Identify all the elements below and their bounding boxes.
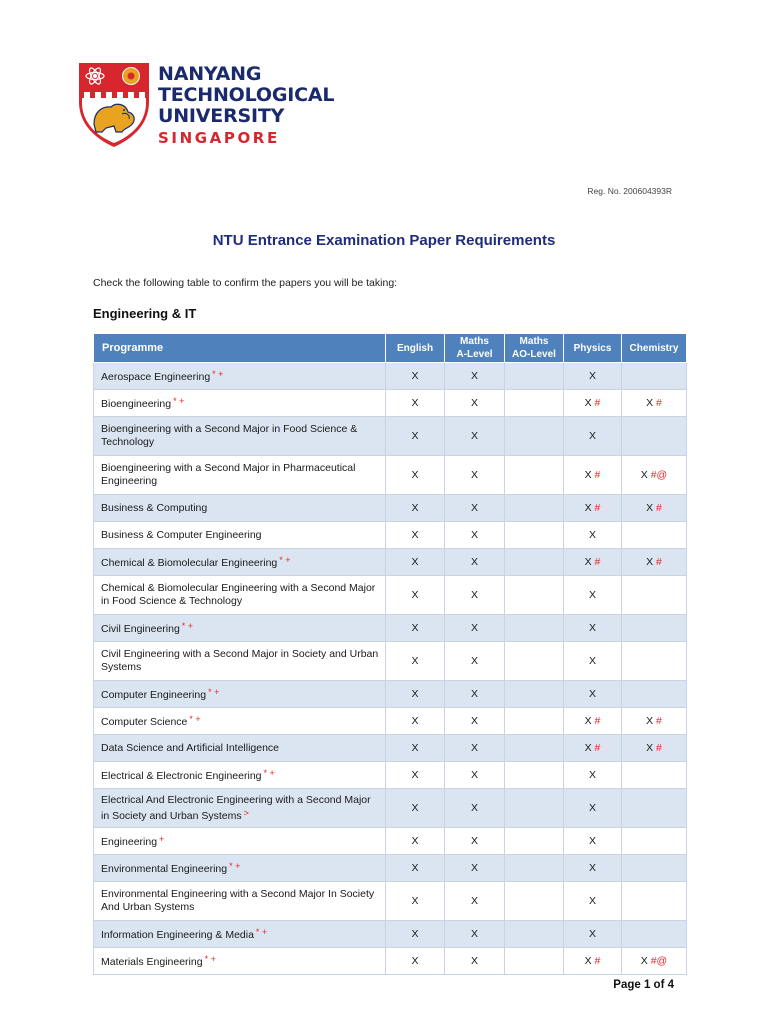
header-maths-ao-level bbox=[505, 334, 564, 363]
programme-cell bbox=[94, 417, 386, 456]
programme-cell bbox=[94, 882, 386, 921]
programme-name: Data Science and Artificial Intelligence bbox=[101, 741, 280, 754]
logo-line-singapore: SINGAPORE bbox=[158, 129, 280, 147]
maths-ao-cell bbox=[505, 576, 564, 615]
programme-marks: * + bbox=[204, 954, 216, 964]
english-cell: X bbox=[386, 390, 445, 417]
maths-ao-cell bbox=[505, 789, 564, 828]
header-maths-ao-line2: AO-Level bbox=[512, 349, 556, 360]
chemistry-value: X bbox=[640, 468, 648, 481]
programme-name: Chemical & Biomolecular Engineering with a Second Major in Food Science & Technology bbox=[101, 582, 376, 607]
programme-name: Computer Engineering bbox=[101, 689, 207, 701]
english-cell: X bbox=[386, 615, 445, 642]
chemistry-value: X bbox=[646, 396, 654, 409]
maths-a-cell: X bbox=[445, 855, 505, 882]
chemistry-flag: # bbox=[656, 501, 662, 514]
table-row bbox=[94, 642, 687, 681]
chemistry-value: X bbox=[646, 501, 654, 514]
chemistry-cell bbox=[622, 681, 687, 708]
maths-ao-cell bbox=[505, 921, 564, 948]
physics-cell bbox=[564, 948, 622, 975]
programme-cell bbox=[94, 789, 386, 828]
maths-a-cell: X bbox=[445, 522, 505, 549]
table-row bbox=[94, 882, 687, 921]
chemistry-value: X bbox=[646, 714, 654, 727]
table-row bbox=[94, 948, 687, 975]
table-row bbox=[94, 762, 687, 789]
programme-name: Chemical & Biomolecular Engineering bbox=[101, 557, 278, 569]
physics-cell bbox=[564, 828, 622, 855]
logo-line-technological: TECHNOLOGICAL bbox=[158, 84, 335, 106]
chemistry-cell bbox=[622, 948, 687, 975]
maths-a-cell: X bbox=[445, 417, 505, 456]
programme-name: Civil Engineering with a Second Major in Society and Urban Systems bbox=[101, 648, 379, 673]
english-cell: X bbox=[386, 882, 445, 921]
table-row bbox=[94, 390, 687, 417]
table-row bbox=[94, 708, 687, 735]
english-cell: X bbox=[386, 576, 445, 615]
maths-a-cell: X bbox=[445, 642, 505, 681]
ntu-crest-icon bbox=[78, 62, 150, 148]
physics-value: X bbox=[588, 687, 596, 700]
header-maths-a-level bbox=[445, 334, 505, 363]
physics-value: X bbox=[588, 927, 596, 940]
chemistry-cell bbox=[622, 642, 687, 681]
maths-ao-cell bbox=[505, 390, 564, 417]
programme-cell bbox=[94, 735, 386, 762]
programme-cell bbox=[94, 921, 386, 948]
physics-cell bbox=[564, 363, 622, 390]
programme-marks: * + bbox=[189, 714, 201, 724]
chemistry-cell bbox=[622, 363, 687, 390]
programme-name: Engineering bbox=[101, 836, 158, 848]
chemistry-cell bbox=[622, 390, 687, 417]
physics-cell bbox=[564, 789, 622, 828]
physics-cell bbox=[564, 882, 622, 921]
header-english: English bbox=[386, 334, 445, 363]
programme-cell bbox=[94, 456, 386, 495]
english-cell: X bbox=[386, 417, 445, 456]
maths-ao-cell bbox=[505, 762, 564, 789]
physics-value: X bbox=[588, 429, 596, 442]
maths-ao-cell bbox=[505, 882, 564, 921]
chemistry-cell bbox=[622, 708, 687, 735]
maths-a-cell: X bbox=[445, 576, 505, 615]
physics-cell bbox=[564, 456, 622, 495]
registration-number: Reg. No. 200604393R bbox=[587, 186, 672, 196]
physics-value: X bbox=[584, 954, 592, 967]
physics-value: X bbox=[584, 501, 592, 514]
english-cell: X bbox=[386, 522, 445, 549]
programme-name: Civil Engineering bbox=[101, 623, 180, 635]
maths-ao-cell bbox=[505, 855, 564, 882]
page-number: Page 1 of 4 bbox=[613, 979, 674, 991]
programme-cell bbox=[94, 828, 386, 855]
programme-cell bbox=[94, 390, 386, 417]
programme-cell bbox=[94, 576, 386, 615]
english-cell: X bbox=[386, 855, 445, 882]
programme-cell bbox=[94, 762, 386, 789]
section-heading: Engineering & IT bbox=[93, 306, 197, 321]
table-row bbox=[94, 615, 687, 642]
physics-value: X bbox=[588, 801, 596, 814]
programme-cell bbox=[94, 495, 386, 522]
programme-name: Bioengineering bbox=[101, 398, 172, 410]
chemistry-flag: # bbox=[656, 555, 662, 568]
english-cell: X bbox=[386, 828, 445, 855]
physics-value: X bbox=[584, 714, 592, 727]
maths-a-cell: X bbox=[445, 789, 505, 828]
programme-name: Electrical And Electronic Engineering with a Second Major in Society and Urban Systems bbox=[101, 793, 371, 822]
physics-cell bbox=[564, 762, 622, 789]
programme-cell bbox=[94, 522, 386, 549]
table-row bbox=[94, 363, 687, 390]
physics-value: X bbox=[588, 861, 596, 874]
physics-value: X bbox=[588, 369, 596, 382]
chemistry-cell bbox=[622, 576, 687, 615]
logo-line-university: UNIVERSITY bbox=[158, 105, 285, 127]
maths-ao-cell bbox=[505, 522, 564, 549]
chemistry-cell bbox=[622, 735, 687, 762]
english-cell: X bbox=[386, 549, 445, 576]
chemistry-cell bbox=[622, 762, 687, 789]
chemistry-flag: #@ bbox=[650, 468, 668, 481]
chemistry-flag: # bbox=[656, 741, 662, 754]
maths-a-cell: X bbox=[445, 948, 505, 975]
programme-cell bbox=[94, 681, 386, 708]
chemistry-cell bbox=[622, 828, 687, 855]
physics-cell bbox=[564, 390, 622, 417]
maths-ao-cell bbox=[505, 948, 564, 975]
chemistry-value: X bbox=[646, 555, 654, 568]
chemistry-cell bbox=[622, 456, 687, 495]
physics-value: X bbox=[588, 894, 596, 907]
english-cell: X bbox=[386, 681, 445, 708]
physics-value: X bbox=[584, 555, 592, 568]
maths-a-cell: X bbox=[445, 882, 505, 921]
programme-marks: * + bbox=[173, 396, 185, 406]
programme-cell bbox=[94, 642, 386, 681]
chemistry-value: X bbox=[646, 741, 654, 754]
physics-cell bbox=[564, 495, 622, 522]
programme-marks: * + bbox=[212, 369, 224, 379]
header-physics: Physics bbox=[564, 334, 622, 363]
maths-a-cell: X bbox=[445, 549, 505, 576]
table-row bbox=[94, 456, 687, 495]
physics-flag: # bbox=[594, 555, 601, 568]
table-row bbox=[94, 549, 687, 576]
maths-ao-cell bbox=[505, 681, 564, 708]
chemistry-cell bbox=[622, 921, 687, 948]
chemistry-cell bbox=[622, 615, 687, 642]
english-cell: X bbox=[386, 735, 445, 762]
programme-cell bbox=[94, 549, 386, 576]
english-cell: X bbox=[386, 363, 445, 390]
programme-name: Business & Computer Engineering bbox=[101, 528, 262, 541]
requirements-table bbox=[93, 333, 687, 975]
physics-cell bbox=[564, 681, 622, 708]
physics-value: X bbox=[588, 588, 596, 601]
maths-ao-cell bbox=[505, 549, 564, 576]
maths-a-cell: X bbox=[445, 708, 505, 735]
programme-name: Materials Engineering bbox=[101, 956, 203, 968]
chemistry-cell bbox=[622, 495, 687, 522]
english-cell: X bbox=[386, 495, 445, 522]
programme-marks: + bbox=[159, 834, 165, 844]
programme-marks: * + bbox=[208, 687, 220, 697]
physics-value: X bbox=[588, 528, 596, 541]
table-row bbox=[94, 855, 687, 882]
programme-cell bbox=[94, 855, 386, 882]
programme-name: Bioengineering with a Second Major in Food Science & Technology bbox=[101, 423, 358, 448]
chemistry-flag: # bbox=[656, 714, 662, 727]
physics-value: X bbox=[588, 621, 596, 634]
table-row bbox=[94, 828, 687, 855]
chemistry-flag: # bbox=[656, 396, 662, 409]
physics-cell bbox=[564, 708, 622, 735]
maths-a-cell: X bbox=[445, 762, 505, 789]
maths-ao-cell bbox=[505, 828, 564, 855]
english-cell: X bbox=[386, 762, 445, 789]
table-row bbox=[94, 735, 687, 762]
physics-cell bbox=[564, 417, 622, 456]
table-header-row bbox=[94, 334, 687, 363]
table-row bbox=[94, 576, 687, 615]
maths-a-cell: X bbox=[445, 615, 505, 642]
programme-cell bbox=[94, 948, 386, 975]
chemistry-cell bbox=[622, 417, 687, 456]
chemistry-cell bbox=[622, 882, 687, 921]
programme-marks: > bbox=[243, 807, 249, 818]
programme-marks: * + bbox=[279, 555, 291, 565]
physics-cell bbox=[564, 522, 622, 549]
english-cell: X bbox=[386, 708, 445, 735]
logo-line-nanyang: NANYANG bbox=[158, 63, 262, 85]
table-row bbox=[94, 522, 687, 549]
english-cell: X bbox=[386, 456, 445, 495]
programme-marks: * + bbox=[255, 927, 268, 937]
table-row bbox=[94, 921, 687, 948]
ntu-logo bbox=[78, 62, 335, 148]
maths-a-cell: X bbox=[445, 921, 505, 948]
maths-a-cell: X bbox=[445, 390, 505, 417]
table-row bbox=[94, 495, 687, 522]
maths-ao-cell bbox=[505, 495, 564, 522]
header-maths-a-line2: A-Level bbox=[456, 349, 493, 360]
maths-a-cell: X bbox=[445, 456, 505, 495]
physics-flag: # bbox=[594, 714, 601, 727]
table-body bbox=[94, 363, 687, 975]
physics-value: X bbox=[588, 834, 596, 847]
physics-flag: # bbox=[594, 468, 601, 481]
maths-ao-cell bbox=[505, 363, 564, 390]
physics-cell bbox=[564, 576, 622, 615]
header-maths-ao-line1: Maths bbox=[519, 336, 549, 347]
maths-ao-cell bbox=[505, 456, 564, 495]
physics-flag: # bbox=[594, 741, 601, 754]
programme-cell bbox=[94, 708, 386, 735]
programme-marks: * + bbox=[229, 861, 241, 871]
chemistry-flag: #@ bbox=[650, 954, 668, 967]
maths-a-cell: X bbox=[445, 735, 505, 762]
maths-ao-cell bbox=[505, 708, 564, 735]
chemistry-cell bbox=[622, 789, 687, 828]
physics-cell bbox=[564, 855, 622, 882]
programme-name: Information Engineering & Media bbox=[101, 929, 254, 941]
physics-cell bbox=[564, 642, 622, 681]
table-row bbox=[94, 789, 687, 828]
programme-name: Environmental Engineering bbox=[101, 863, 228, 875]
physics-flag: # bbox=[594, 396, 601, 409]
physics-cell bbox=[564, 735, 622, 762]
maths-ao-cell bbox=[505, 417, 564, 456]
programme-name: Electrical & Electronic Engineering bbox=[101, 770, 262, 782]
maths-a-cell: X bbox=[445, 363, 505, 390]
page-title: NTU Entrance Examination Paper Requirements bbox=[212, 232, 556, 249]
physics-flag: # bbox=[594, 954, 601, 967]
chemistry-cell bbox=[622, 549, 687, 576]
programme-name: Environmental Engineering with a Second Major In Society And Urban Systems bbox=[101, 888, 375, 913]
programme-marks: * + bbox=[263, 768, 275, 778]
english-cell: X bbox=[386, 789, 445, 828]
physics-value: X bbox=[588, 768, 596, 781]
intro-text: Check the following table to confirm the papers you will be taking: bbox=[93, 277, 398, 289]
english-cell: X bbox=[386, 948, 445, 975]
programme-marks: * + bbox=[181, 621, 194, 631]
programme-name: Bioengineering with a Second Major in Pharmaceutical Engineering bbox=[101, 462, 356, 487]
table-row bbox=[94, 681, 687, 708]
maths-a-cell: X bbox=[445, 681, 505, 708]
programme-name: Business & Computing bbox=[101, 501, 208, 514]
maths-ao-cell bbox=[505, 642, 564, 681]
physics-value: X bbox=[584, 741, 592, 754]
programme-name: Aerospace Engineering bbox=[101, 371, 211, 383]
physics-value: X bbox=[588, 654, 596, 667]
table-row bbox=[94, 417, 687, 456]
physics-value: X bbox=[584, 396, 592, 409]
physics-value: X bbox=[584, 468, 592, 481]
programme-cell bbox=[94, 615, 386, 642]
maths-a-cell: X bbox=[445, 828, 505, 855]
programme-cell bbox=[94, 363, 386, 390]
maths-a-cell: X bbox=[445, 495, 505, 522]
header-chemistry: Chemistry bbox=[622, 334, 687, 363]
maths-ao-cell bbox=[505, 735, 564, 762]
programme-name: Computer Science bbox=[101, 716, 188, 728]
physics-cell bbox=[564, 615, 622, 642]
chemistry-cell bbox=[622, 855, 687, 882]
header-maths-a-line1: Maths bbox=[460, 336, 489, 347]
chemistry-cell bbox=[622, 522, 687, 549]
maths-ao-cell bbox=[505, 615, 564, 642]
chemistry-value: X bbox=[640, 954, 648, 967]
physics-cell bbox=[564, 921, 622, 948]
english-cell: X bbox=[386, 921, 445, 948]
english-cell: X bbox=[386, 642, 445, 681]
header-programme: Programme bbox=[94, 334, 386, 363]
physics-flag: # bbox=[594, 501, 601, 514]
logo-wordmark bbox=[158, 64, 334, 148]
physics-cell bbox=[564, 549, 622, 576]
